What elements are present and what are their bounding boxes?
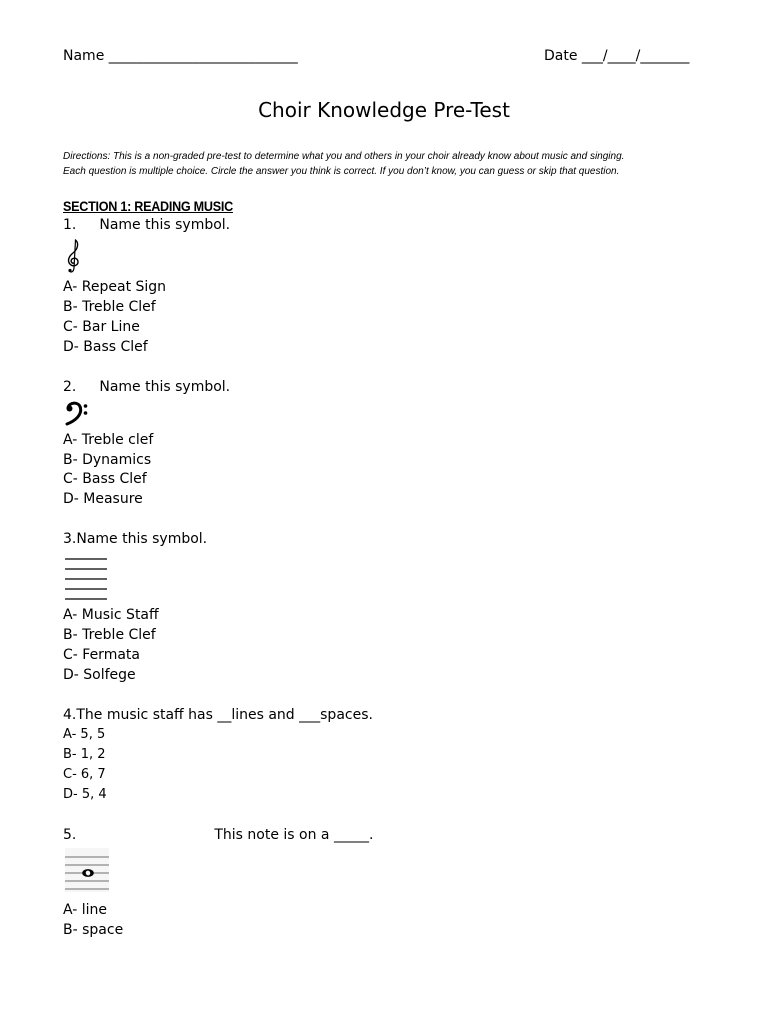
- question-number: 1.: [63, 217, 77, 233]
- question-prompt: Name this symbol.: [76, 531, 208, 547]
- q4-option-b[interactable]: B- 1, 2: [63, 747, 106, 762]
- q4-option-a[interactable]: A- 5, 5: [63, 727, 106, 742]
- question-2: [63, 378, 230, 396]
- directions-line-1: Directions: This is a non-graded pre-test to determine what you and others in your choir already know about music and singing.: [63, 151, 625, 162]
- question-number: 3.: [63, 531, 77, 547]
- q2-option-d[interactable]: D- Measure: [63, 491, 143, 507]
- q2-option-a[interactable]: A- Treble clef: [63, 432, 154, 448]
- date-field[interactable]: [544, 47, 689, 65]
- q4-option-c[interactable]: C- 6, 7: [63, 767, 106, 782]
- question-5: [63, 826, 373, 844]
- q1-option-d[interactable]: D- Bass Clef: [63, 339, 148, 355]
- question-number: 2.: [63, 379, 77, 395]
- q3-option-d[interactable]: D- Solfege: [63, 667, 136, 683]
- treble-clef-icon: [63, 238, 87, 278]
- q1-option-c[interactable]: C- Bar Line: [63, 319, 140, 335]
- q2-option-b[interactable]: B- Dynamics: [63, 452, 152, 468]
- q1-option-b[interactable]: B- Treble Clef: [63, 299, 156, 315]
- q5-option-b[interactable]: B- space: [63, 922, 124, 938]
- date-blank[interactable]: ___/____/_______: [581, 48, 690, 64]
- music-staff-icon: [65, 557, 107, 603]
- question-3: [63, 530, 207, 548]
- q5-option-a[interactable]: A- line: [63, 902, 108, 918]
- name-label: Name: [63, 48, 105, 64]
- question-4: [63, 706, 373, 724]
- page-title: Choir Knowledge Pre-Test: [258, 98, 510, 122]
- date-label: Date: [544, 48, 578, 64]
- q3-option-c[interactable]: C- Fermata: [63, 647, 140, 663]
- q2-option-c[interactable]: C- Bass Clef: [63, 471, 147, 487]
- q4-option-d[interactable]: D- 5, 4: [63, 787, 107, 802]
- question-1: [63, 216, 230, 234]
- section-heading: SECTION 1: READING MUSIC: [63, 198, 233, 214]
- question-number: 4.: [63, 707, 77, 723]
- q3-option-a[interactable]: A- Music Staff: [63, 607, 159, 623]
- question-prompt: Name this symbol.: [99, 217, 231, 233]
- q1-option-a[interactable]: A- Repeat Sign: [63, 279, 167, 295]
- q3-option-b[interactable]: B- Treble Clef: [63, 627, 156, 643]
- directions-line-2: Each question is multiple choice. Circle the answer you think is correct. If you don’t know, you can guess or skip that question.: [63, 166, 620, 177]
- question-prompt: Name this symbol.: [99, 379, 231, 395]
- question-prompt: This note is on a _____.: [214, 827, 374, 843]
- name-field[interactable]: [63, 47, 298, 65]
- note-on-staff-icon: [65, 848, 109, 892]
- bass-clef-icon: [63, 399, 91, 427]
- name-blank[interactable]: ___________________________: [108, 48, 298, 64]
- question-prompt: The music staff has __lines and ___spaces.: [76, 707, 373, 723]
- question-number: 5.: [63, 827, 77, 843]
